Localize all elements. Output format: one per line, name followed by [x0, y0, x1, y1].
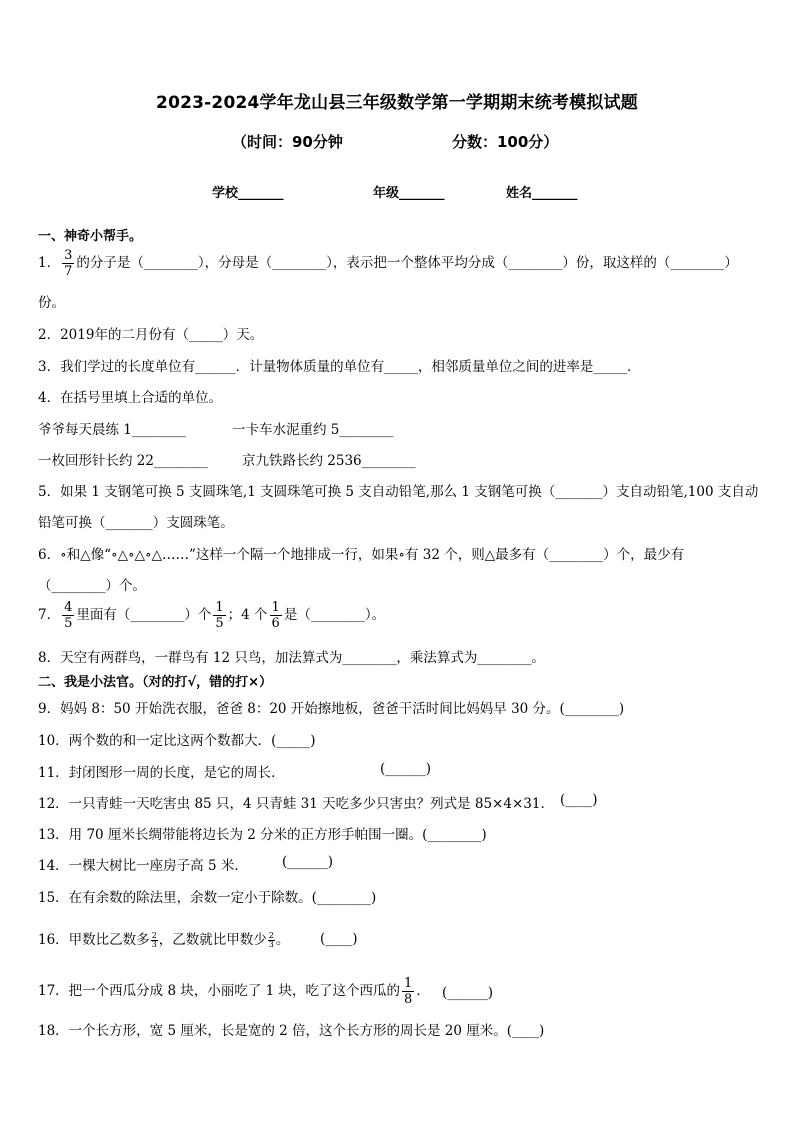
exam-time: （时间：90分钟	[232, 133, 343, 151]
question-16	[38, 928, 289, 949]
grade-field[interactable]: 年级_______	[373, 186, 445, 201]
question-text: 17．把一个西瓜分成 8 块，小丽吃了 1 块，吃了这个西瓜的	[38, 983, 401, 999]
question-number: 7．	[38, 607, 61, 623]
question-3: 3．我们学过的长度单位有______．计量物体质量的单位有_____，相邻质量单位之间的进率是_____．	[38, 359, 641, 375]
question-1	[38, 248, 738, 279]
question-4b: 一卡车水泥重约 5________	[232, 422, 394, 438]
question-10: 10．两个数的和一定比这两个数都大．(_____)	[38, 733, 316, 749]
question-6-cont: （________）个。	[38, 578, 146, 594]
question-6: 6．∘和△像“∘△∘△∘△……”这样一个隔一个地排成一行，如果∘有 32 个，则△最多有（________）个，最少有	[38, 547, 685, 563]
question-12: 12．一只青蛙一天吃害虫 85 只，4 只青蛙 31 天吃多少只害虫？列式是 85×4×31.	[38, 796, 545, 812]
question-5: 5．如果 1 支钢笔可换 5 支圆珠笔,1 支圆珠笔可换 5 支自动铅笔,那么 1 支钢笔可换（_______）支自动铅笔,100 支自动	[38, 484, 759, 500]
question-4a: 爷爷每天晨练 1________	[38, 422, 186, 438]
question-number: 1．	[38, 255, 61, 271]
answer-blank-17[interactable]: (______)	[442, 985, 494, 1001]
question-text: ．	[416, 983, 430, 999]
question-text: ，乙数就比甲数少	[158, 932, 267, 948]
question-4d: 京九铁路长约 2536________	[242, 453, 416, 469]
question-text: 的分子是（________），分母是（________），表示把一个整体平均分成（________）份，取这样的（________）	[76, 255, 738, 271]
question-17	[38, 976, 430, 1007]
question-text: ；4 个	[227, 607, 268, 623]
question-7	[38, 600, 385, 631]
question-text: 。	[275, 932, 290, 948]
question-4: 4．在括号里填上合适的单位。	[38, 390, 223, 406]
question-8: 8．天空有两群鸟，一群鸟有 12 只鸟，加法算式为________，乘法算式为________。	[38, 650, 545, 666]
school-field[interactable]: 学校_______	[212, 186, 284, 201]
section-heading-1: 一、神奇小帮手。	[38, 229, 143, 244]
fraction: $\frac{1}{6}$	[271, 600, 280, 631]
name-field[interactable]: 姓名_______	[506, 186, 578, 201]
question-13: 13．用 70 厘米长绸带能将边长为 2 分米的正方形手帕围一圈。(________)	[38, 827, 487, 843]
question-text: 16．甲数比乙数多	[38, 932, 150, 948]
fraction: $\frac{2}{3}$	[151, 931, 157, 949]
fraction: $\frac{4}{5}$	[64, 600, 73, 631]
answer-blank-16[interactable]: (____)	[320, 931, 358, 947]
question-5-cont: 铅笔可换（_______）支圆珠笔。	[38, 515, 234, 531]
answer-blank-14[interactable]: (______)	[282, 854, 334, 870]
question-18: 18．一个长方形，宽 5 厘米，长是宽的 2 倍，这个长方形的周长是 20 厘米。(____)	[38, 1023, 545, 1039]
exam-title: 2023-2024学年龙山县三年级数学第一学期期末统考模拟试题	[156, 93, 638, 113]
fraction: $\frac{2}{3}$	[268, 931, 274, 949]
answer-blank-11[interactable]: (______)	[380, 761, 432, 777]
question-9: 9．妈妈 8：50 开始洗衣服，爸爸 8：20 开始擦地板，爸爸干活时间比妈妈早 30 分。(________)	[38, 701, 625, 717]
fraction: $\frac{1}{5}$	[215, 600, 224, 631]
question-14: 14．一棵大树比一座房子高 5 米．	[38, 858, 248, 874]
question-text: 里面有（________）个	[76, 607, 212, 623]
question-2: 2．2019年的二月份有（_____）天。	[38, 327, 264, 343]
fraction: $\frac{3}{7}$	[64, 248, 73, 279]
question-4c: 一枚回形针长约 22________	[38, 453, 208, 469]
question-11: 11．封闭图形一周的长度，是它的周长．	[38, 765, 285, 781]
question-15: 15．在有余数的除法里，余数一定小于除数。(________)	[38, 890, 377, 906]
answer-blank-12[interactable]: (____)	[560, 792, 598, 808]
section-heading-2: 二、我是小法官。（对的打√，错的打×）	[38, 675, 273, 690]
exam-score: 分数：100分）	[452, 133, 559, 151]
fraction: $\frac{1}{8}$	[404, 976, 413, 1007]
question-1-cont: 份。	[38, 295, 65, 311]
question-text: 是（________）。	[283, 607, 386, 623]
